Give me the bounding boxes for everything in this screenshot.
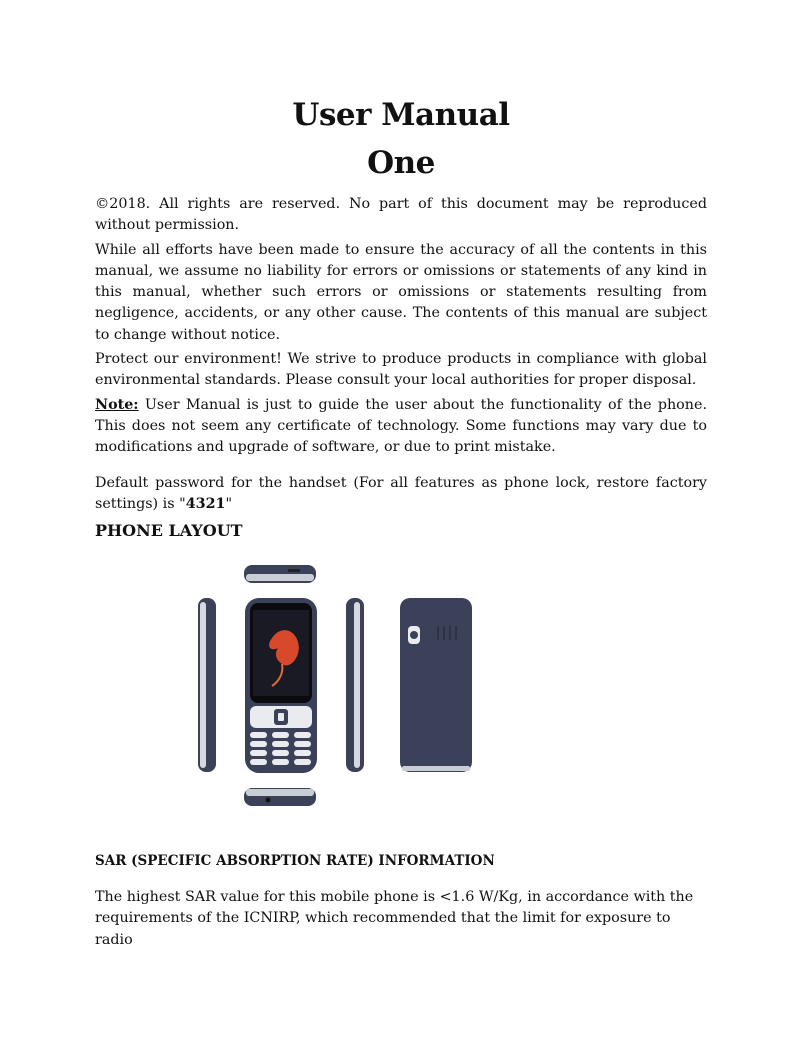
- document-page: [95, 96, 707, 542]
- note-paragraph: [95, 395, 707, 459]
- manual-subtitle: One: [367, 145, 435, 181]
- password-paragraph: [95, 473, 707, 516]
- phone-back-view: [400, 598, 472, 772]
- sar-heading: SAR (SPECIFIC ABSORPTION RATE) INFORMATION: [95, 853, 495, 869]
- password-open-quote: ": [179, 495, 186, 512]
- phone-front-view: [245, 598, 317, 773]
- phone-layout-figure: [190, 560, 480, 810]
- manual-title: User Manual: [292, 97, 510, 133]
- default-password: 4321: [185, 495, 226, 512]
- environment-paragraph: Protect our environment! We strive to produce products in compliance with global environmental standards. Please consult your local authorities for proper disposal.: [95, 351, 707, 389]
- phone-right-side-view: [346, 598, 364, 772]
- note-label: Note:: [95, 396, 139, 413]
- phone-layout-heading: PHONE LAYOUT: [95, 521, 243, 541]
- phone-top-view: [244, 565, 316, 583]
- phone-left-side-view: [198, 598, 216, 772]
- disclaimer-paragraph: While all efforts have been made to ensure the accuracy of all the contents in this manual, we assume no liability for errors or omissions or statements of any kind in this manual, whether such errors or omissions or statements resulting from negligence, accidents, or any other cause. The contents of this manual are subject to change without notice.: [95, 241, 707, 343]
- phone-bottom-view: [244, 788, 316, 806]
- sar-paragraph: The highest SAR value for this mobile phone is <1.6 W/Kg, in accordance with the requirements of the ICNIRP, which recommended that the limit for exposure to radio: [95, 889, 694, 948]
- note-text: User Manual is just to guide the user about the functionality of the phone. This does not seem any certificate of technology. Some functions may vary due to modifications and upgrade of software, or due to print mistake.: [95, 396, 707, 456]
- password-text: Default password for the handset (For all features as phone lock, restore factory settings) is: [95, 474, 707, 512]
- password-close-quote: ": [225, 495, 233, 512]
- copyright-paragraph: ©2018. All rights are reserved. No part of this document may be reproduced without permission.: [95, 196, 707, 234]
